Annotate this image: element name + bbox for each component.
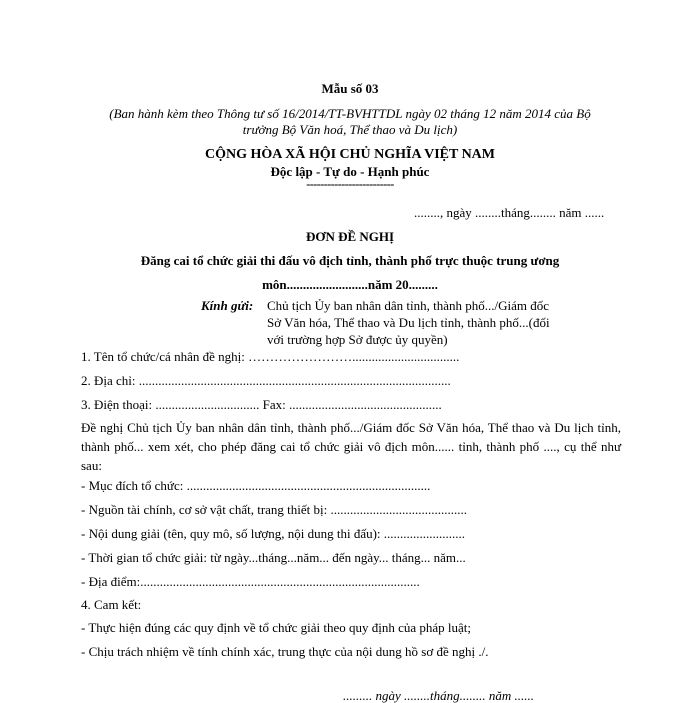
field-address: 2. Địa chỉ: ................................................................................................ bbox=[81, 373, 451, 388]
header-date-line: ........, ngày ........tháng........ năm ...... bbox=[414, 205, 605, 220]
recipient-line2: Sở Văn hóa, Thể thao và Du lịch tỉnh, thành phố...(đối bbox=[267, 315, 550, 330]
country-name: CỘNG HÒA XÃ HỘI CHỦ NGHĨA VIỆT NAM bbox=[204, 147, 495, 162]
detail-funding: - Nguồn tài chính, cơ sở vật chất, trang thiết bị: .......................................... bbox=[81, 502, 467, 517]
detail-location: - Địa điểm:...................................................................................... bbox=[81, 574, 420, 589]
motto-rule: ------------------------- bbox=[306, 177, 394, 191]
detail-time: - Thời gian tổ chức giải: từ ngày...tháng...năm... đến ngày... tháng... năm... bbox=[81, 550, 466, 565]
recipient-label: Kính gửi: bbox=[201, 298, 254, 313]
issued-note-line1: (Ban hành kèm theo Thông tư số 16/2014/TT-BVHTTDL ngày 02 tháng 12 năm 2014 của Bộ bbox=[109, 106, 591, 121]
request-paragraph: Đề nghị Chủ tịch Ủy ban nhân dân tỉnh, thành phố.../Giám đốc Sở Văn hóa, Thể thao và Du lịch tỉnh, thành phố... xem xét, cho phép đăng cai tổ chức giải vô địch môn...... tỉnh, thành phố ...., cụ thể như sau: bbox=[81, 420, 621, 473]
detail-content: - Nội dung giải (tên, quy mô, số lượng, nội dung thi đấu): ......................... bbox=[81, 526, 466, 541]
commitment-item-1: - Thực hiện đúng các quy định về tổ chức giải theo quy định của pháp luật; bbox=[81, 620, 472, 635]
sport-year-line: môn.........................năm 20......... bbox=[262, 277, 438, 292]
recipient-line1: Chủ tịch Ủy ban nhân dân tỉnh, thành phố.../Giám đốc bbox=[267, 298, 549, 313]
field-phone-fax: 3. Điện thoại: ................................ Fax: ............................................... bbox=[81, 397, 442, 412]
footer-date-line: ......... ngày ........tháng........ năm ...... bbox=[343, 688, 535, 703]
document-title: ĐƠN ĐỀ NGHỊ bbox=[305, 229, 395, 244]
field-org-name: 1. Tên tổ chức/cá nhân đề nghị: ……………………................................. bbox=[81, 349, 460, 364]
recipient-line3: với trường hợp Sở được ủy quyền) bbox=[267, 332, 448, 347]
motto: Độc lập - Tự do - Hạnh phúc bbox=[270, 164, 430, 179]
issued-note-line2: trưởng Bộ Văn hoá, Thể thao và Du lịch) bbox=[242, 122, 458, 137]
commitment-heading: 4. Cam kết: bbox=[81, 597, 142, 612]
form-number: Mẫu số 03 bbox=[321, 81, 379, 96]
commitment-item-2: - Chịu trách nhiệm về tính chính xác, trung thực của nội dung hồ sơ đề nghị ./. bbox=[81, 644, 489, 659]
detail-purpose: - Mục đích tổ chức: ........................................................................... bbox=[81, 478, 431, 493]
document-subtitle: Đăng cai tổ chức giải thi đấu vô địch tỉnh, thành phố trực thuộc trung ương bbox=[140, 253, 560, 268]
